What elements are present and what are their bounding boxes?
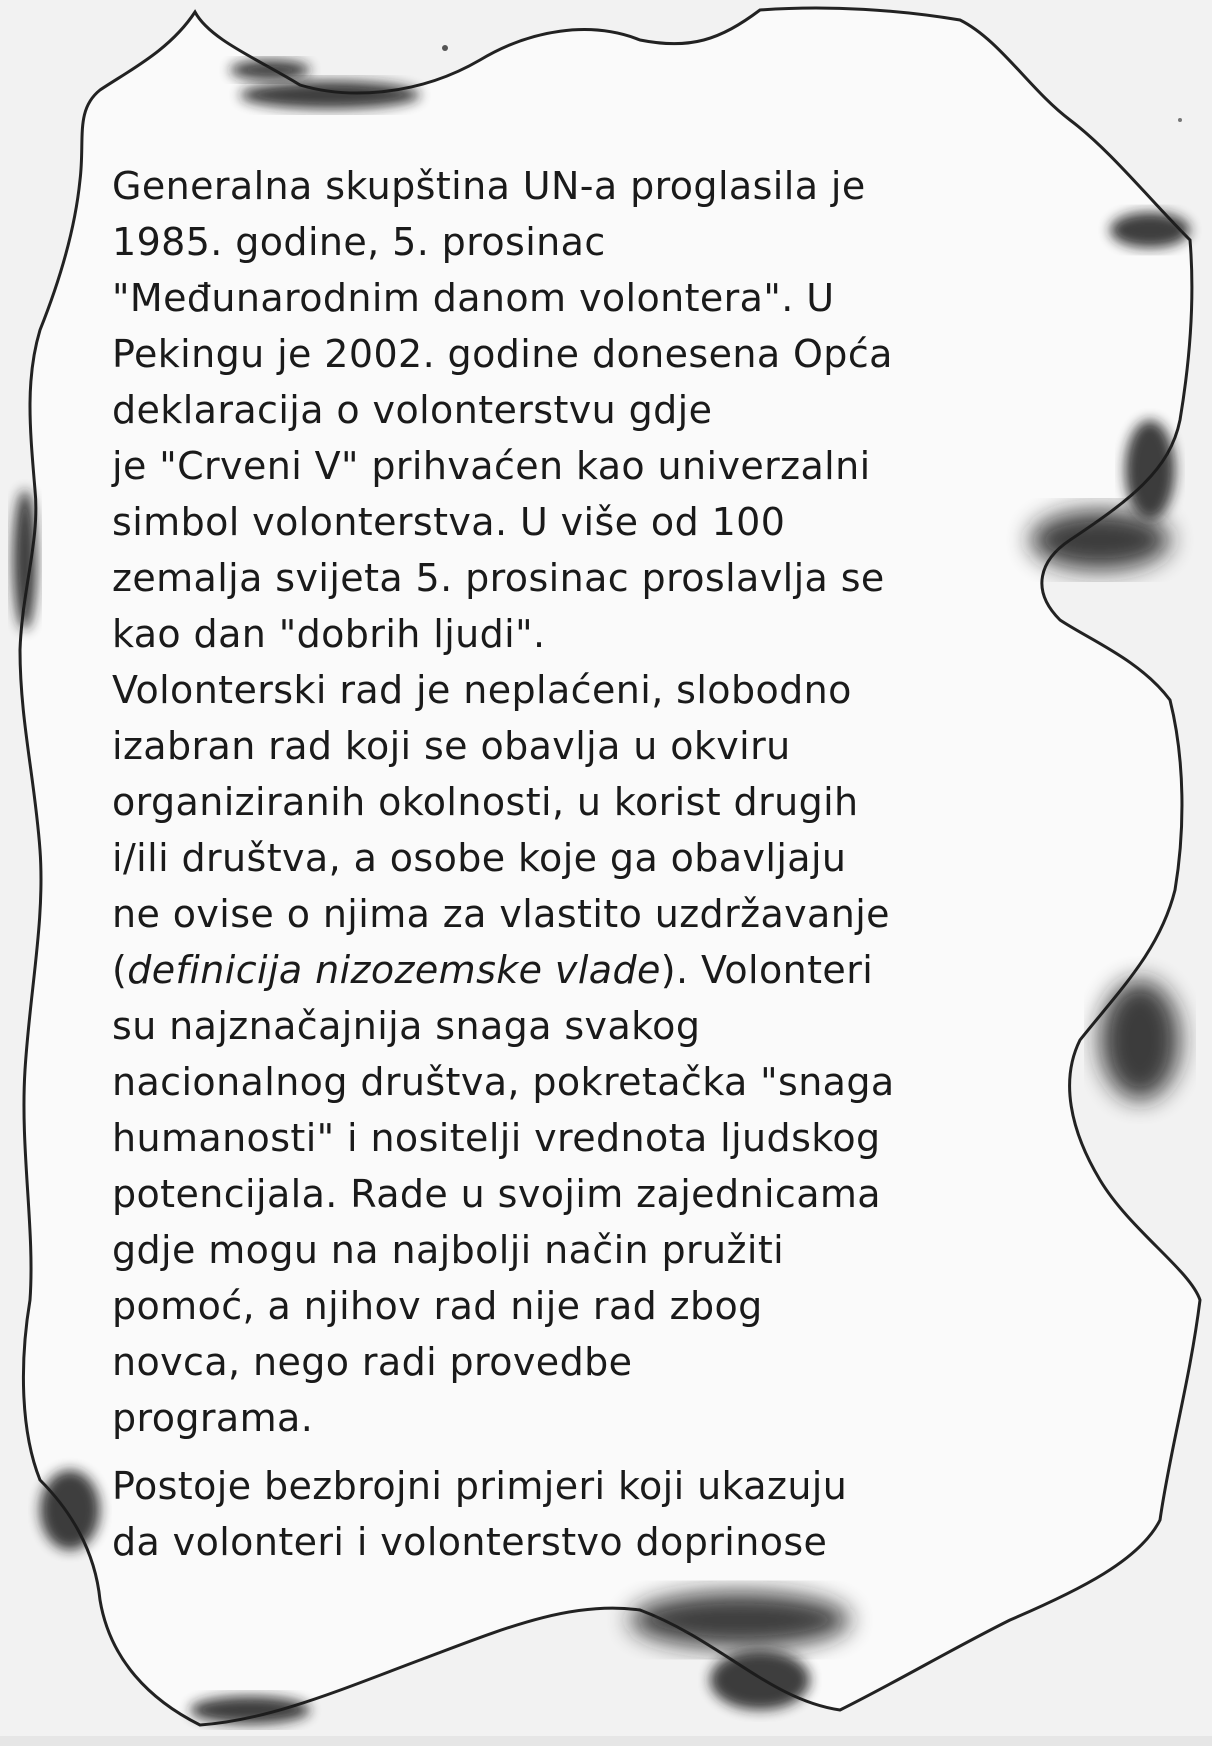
text-line: zemalja svijeta 5. prosinac proslavlja se (112, 556, 885, 600)
document-body (112, 158, 1072, 1570)
text-line: da volonteri i volonterstvo doprinose (112, 1520, 828, 1564)
paragraph-1 (112, 158, 1072, 662)
text-line (112, 942, 1072, 998)
text-line: deklaracija o volonterstvu gdje (112, 388, 713, 432)
text-line: nacionalnog društva, pokretačka "snaga (112, 1060, 895, 1104)
text-segment: ). Volonteri (660, 948, 874, 992)
paragraph-3 (112, 1458, 1072, 1570)
text-line: potencijala. Rade u svojim zajednicama (112, 1172, 881, 1216)
text-line: ne ovise o njima za vlastito uzdržavanje (112, 892, 890, 936)
text-line: organiziranih okolnosti, u korist drugih (112, 780, 859, 824)
text-line: kao dan "dobrih ljudi". (112, 612, 546, 656)
paragraph-2 (112, 662, 1072, 1446)
text-line: Generalna skupština UN-a proglasila je (112, 164, 866, 208)
text-line: i/ili društva, a osobe koje ga obavljaju (112, 836, 847, 880)
text-segment: ( (112, 948, 128, 992)
text-line: gdje mogu na najbolji način pružiti (112, 1228, 785, 1272)
text-line: Postoje bezbrojni primjeri koji ukazuju (112, 1464, 848, 1508)
text-line: su najznačajnija snaga svakog (112, 1004, 701, 1048)
text-line: izabran rad koji se obavlja u okviru (112, 724, 791, 768)
text-line: programa. (112, 1396, 314, 1440)
text-line: je "Crveni V" prihvaćen kao univerzalni (112, 444, 871, 488)
italic-citation: definicija nizozemske vlade (127, 948, 661, 992)
text-line: "Međunarodnim danom volontera". U (112, 276, 835, 320)
text-line: humanosti" i nositelji vrednota ljudskog (112, 1116, 881, 1160)
text-line: Volonterski rad je neplaćeni, slobodno (112, 668, 852, 712)
text-line: pomoć, a njihov rad nije rad zbog (112, 1284, 763, 1328)
text-line: Pekingu je 2002. godine donesena Opća (112, 332, 893, 376)
text-line: novca, nego radi provedbe (112, 1340, 633, 1384)
text-line: 1985. godine, 5. prosinac (112, 220, 606, 264)
text-line: simbol volonterstva. U više od 100 (112, 500, 786, 544)
